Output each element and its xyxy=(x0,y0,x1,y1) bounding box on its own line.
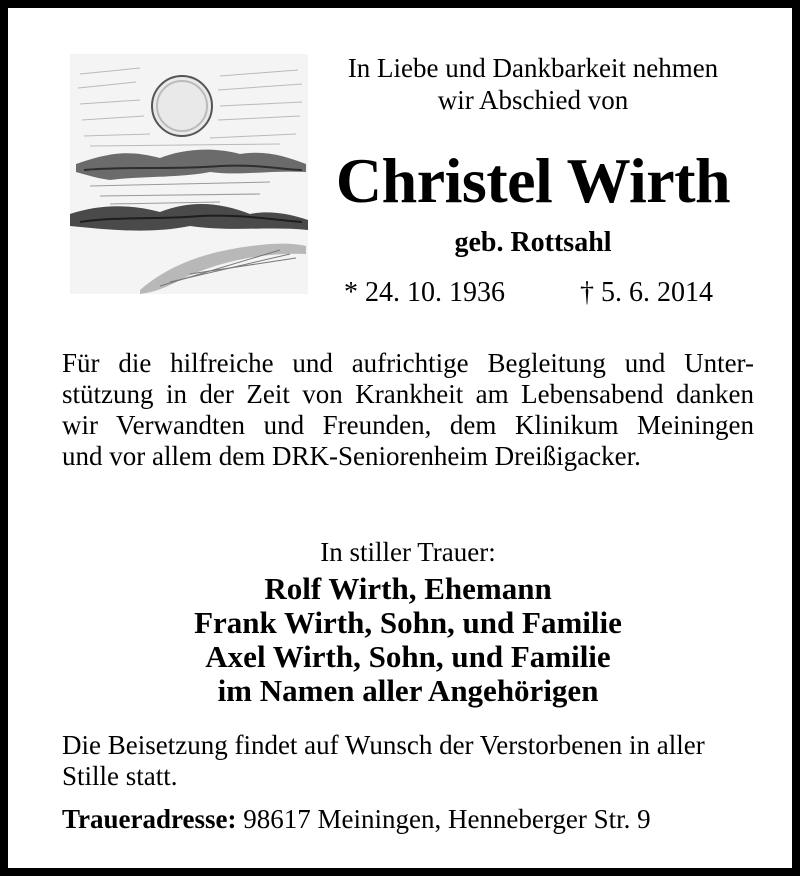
mourner-line: Axel Wirth, Sohn, und Familie xyxy=(205,639,611,674)
address-value: 98617 Meiningen, Henneberger Str. 9 xyxy=(243,804,651,834)
mourners-list xyxy=(8,572,800,708)
intro-line: In Liebe und Dankbarkeit nehmen xyxy=(347,53,719,83)
thanks-line: Für die hilfreiche und aufrichtige Begleitung und Unter- xyxy=(62,348,754,378)
death-date: † 5. 6. 2014 xyxy=(580,277,713,308)
mourner-line: Rolf Wirth, Ehemann xyxy=(264,571,552,606)
deceased-name: Christel Wirth xyxy=(335,145,731,216)
maiden-name: geb. Rottsahl xyxy=(454,227,612,258)
thanks-line: und vor allem dem DRK-Seniorenheim Dreißigacker. xyxy=(62,441,641,471)
intro-text xyxy=(308,52,758,116)
sunset-landscape-sketch-icon xyxy=(70,54,308,294)
burial-line: Stille statt. xyxy=(62,761,178,791)
thanks-paragraph xyxy=(62,348,754,472)
thanks-line: wir Verwandten und Freunden, dem Klinikum Meiningen xyxy=(62,410,754,440)
birth-date: * 24. 10. 1936 xyxy=(344,277,505,308)
thanks-line: stützung in der Zeit von Krankheit am Lebensabend danken xyxy=(62,379,754,409)
life-dates xyxy=(8,276,800,310)
burial-notice xyxy=(62,730,762,792)
mourner-line: Frank Wirth, Sohn, und Familie xyxy=(194,605,622,640)
mourning-address xyxy=(62,803,762,835)
address-label: Traueradresse: xyxy=(62,804,237,834)
mourner-line: im Namen aller Angehörigen xyxy=(217,673,599,708)
burial-line: Die Beisetzung findet auf Wunsch der Verstorbenen in aller xyxy=(62,730,705,760)
mourning-heading: In stiller Trauer: xyxy=(320,537,496,567)
intro-line: wir Abschied von xyxy=(437,85,629,115)
